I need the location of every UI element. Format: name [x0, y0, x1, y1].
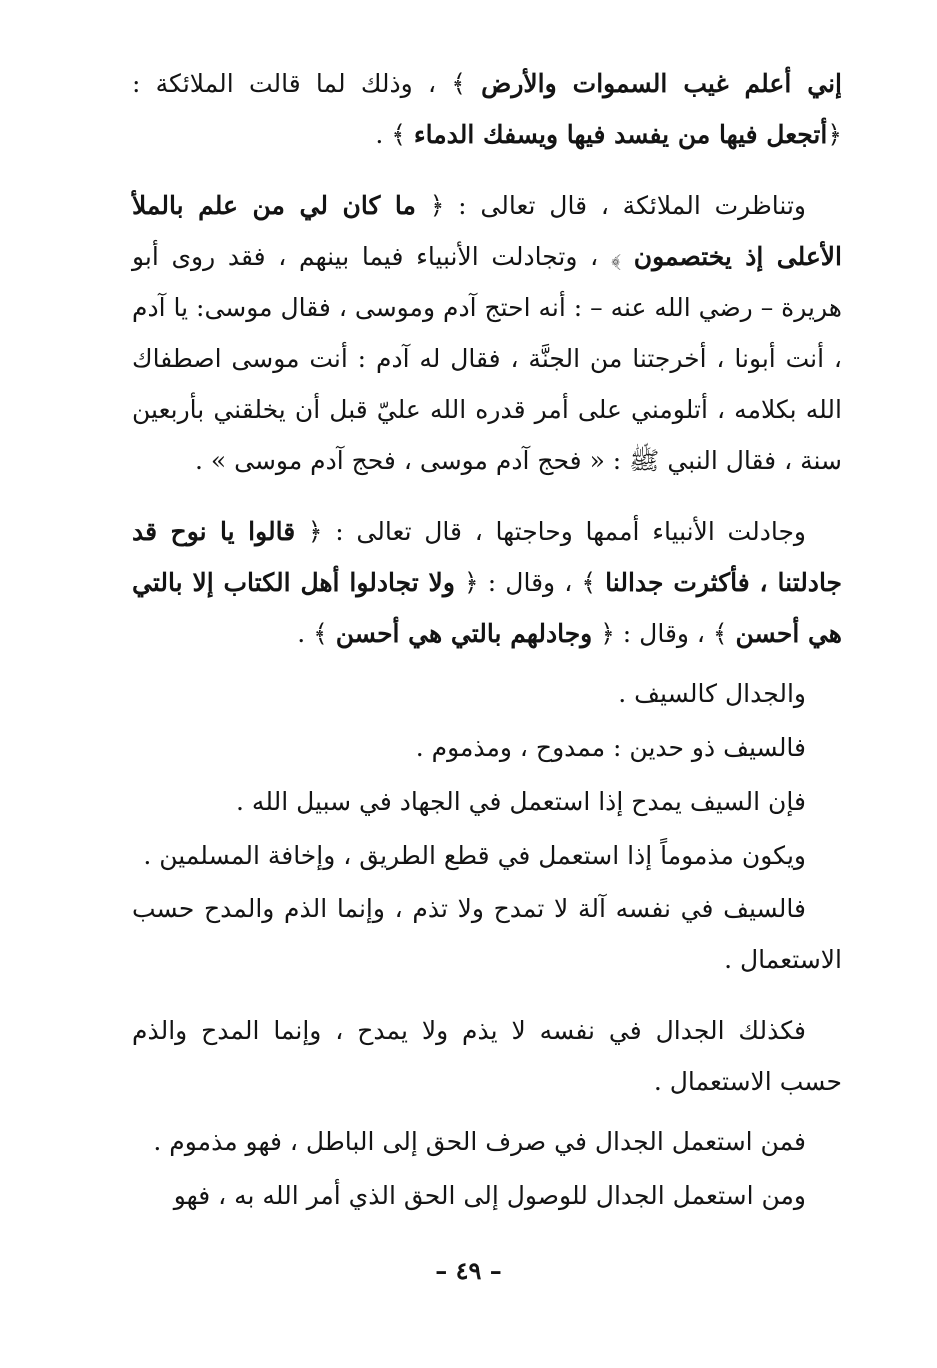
sentence-2: فالسيف ذو حدين : ممدوح ، ومذموم .	[415, 733, 806, 762]
text-run: وتناظرت الملائكة ، قال تعالى : ﴿	[415, 191, 806, 220]
text-run: ﴾ ، وذلك لما قالت الملائكة :	[132, 69, 482, 98]
quote-bracket: ﴿	[827, 120, 842, 149]
quran-quote: وجادلهم بالتي هي أحسن	[335, 619, 593, 648]
page-body	[132, 58, 842, 1223]
quran-quote: إني أعلم غيب السموات والأرض	[481, 69, 842, 98]
quran-quote: أتجعل فيها من يفسد فيها ويسفك الدماء	[413, 120, 828, 149]
quran-quote: ما كان لي من علم بالملأ الأعلى إذ يختصمون	[132, 191, 842, 271]
sentence-3: فإن السيف يمدح إذا استعمل في الجهاد في سبيل الله .	[236, 787, 806, 816]
sentence-1: والجدال كالسيف .	[618, 679, 806, 708]
text-run: وجادلت الأنبياء أممها وحاجتها ، قال تعالى : ﴿	[295, 517, 806, 546]
text-run: ﴾ .	[297, 619, 336, 648]
quran-quote: قالوا يا نوح قد جادلتنا ، فأكثرت جدالنا	[132, 517, 843, 597]
text-run: ﴾ ، وقال : ﴿	[592, 619, 736, 648]
paragraph-2	[132, 180, 842, 486]
quran-quote: ولا تجادلوا أهل الكتاب إلا بالتي هي أحسن	[132, 568, 842, 648]
text-run: ﴾ ، وقال : ﴿	[454, 568, 606, 597]
paragraph-6: ومن استعمل الجدال للوصول إلى الحق الذي أمر الله به ، فهو	[173, 1181, 806, 1210]
text-run: ﴾ ، وتجادلت الأنبياء فيما بينهم ، فقد روى أبو هريرة – رضي الله عنه – : أنه احتج آدم وموسى ، فقال موسى: يا آدم ، أنت أبونا ، أخرجتنا من الجنَّة ، فقال له آدم : أنت موسى اصطفاك الله بكلامه ، أتلومني على أمر قدره الله عليّ قبل أن يخلقني بأربعين سنة ، فقال النبي ﷺ : « فحج آدم موسى ، فحج آدم موسى » .	[132, 242, 842, 475]
paragraph-4: فالسيف في نفسه آلة لا تمدح ولا تذم ، وإنما الذم والمدح حسب الاستعمال .	[132, 894, 842, 974]
sentence-4: ويكون مذموماً إذا استعمل في قطع الطريق ، وإخافة المسلمين .	[143, 841, 806, 870]
paragraph-5: فكذلك الجدال في نفسه لا يذم ولا يمدح ، وإنما المدح والذم حسب الاستعمال .	[132, 1016, 842, 1096]
sentence-5: فمن استعمل الجدال في صرف الحق إلى الباطل ، فهو مذموم .	[153, 1127, 806, 1156]
paragraph-1	[132, 58, 842, 160]
page-number: – ٤٩ –	[435, 1256, 502, 1285]
text-run: ﴾ .	[375, 120, 414, 149]
paragraph-3	[132, 506, 842, 659]
